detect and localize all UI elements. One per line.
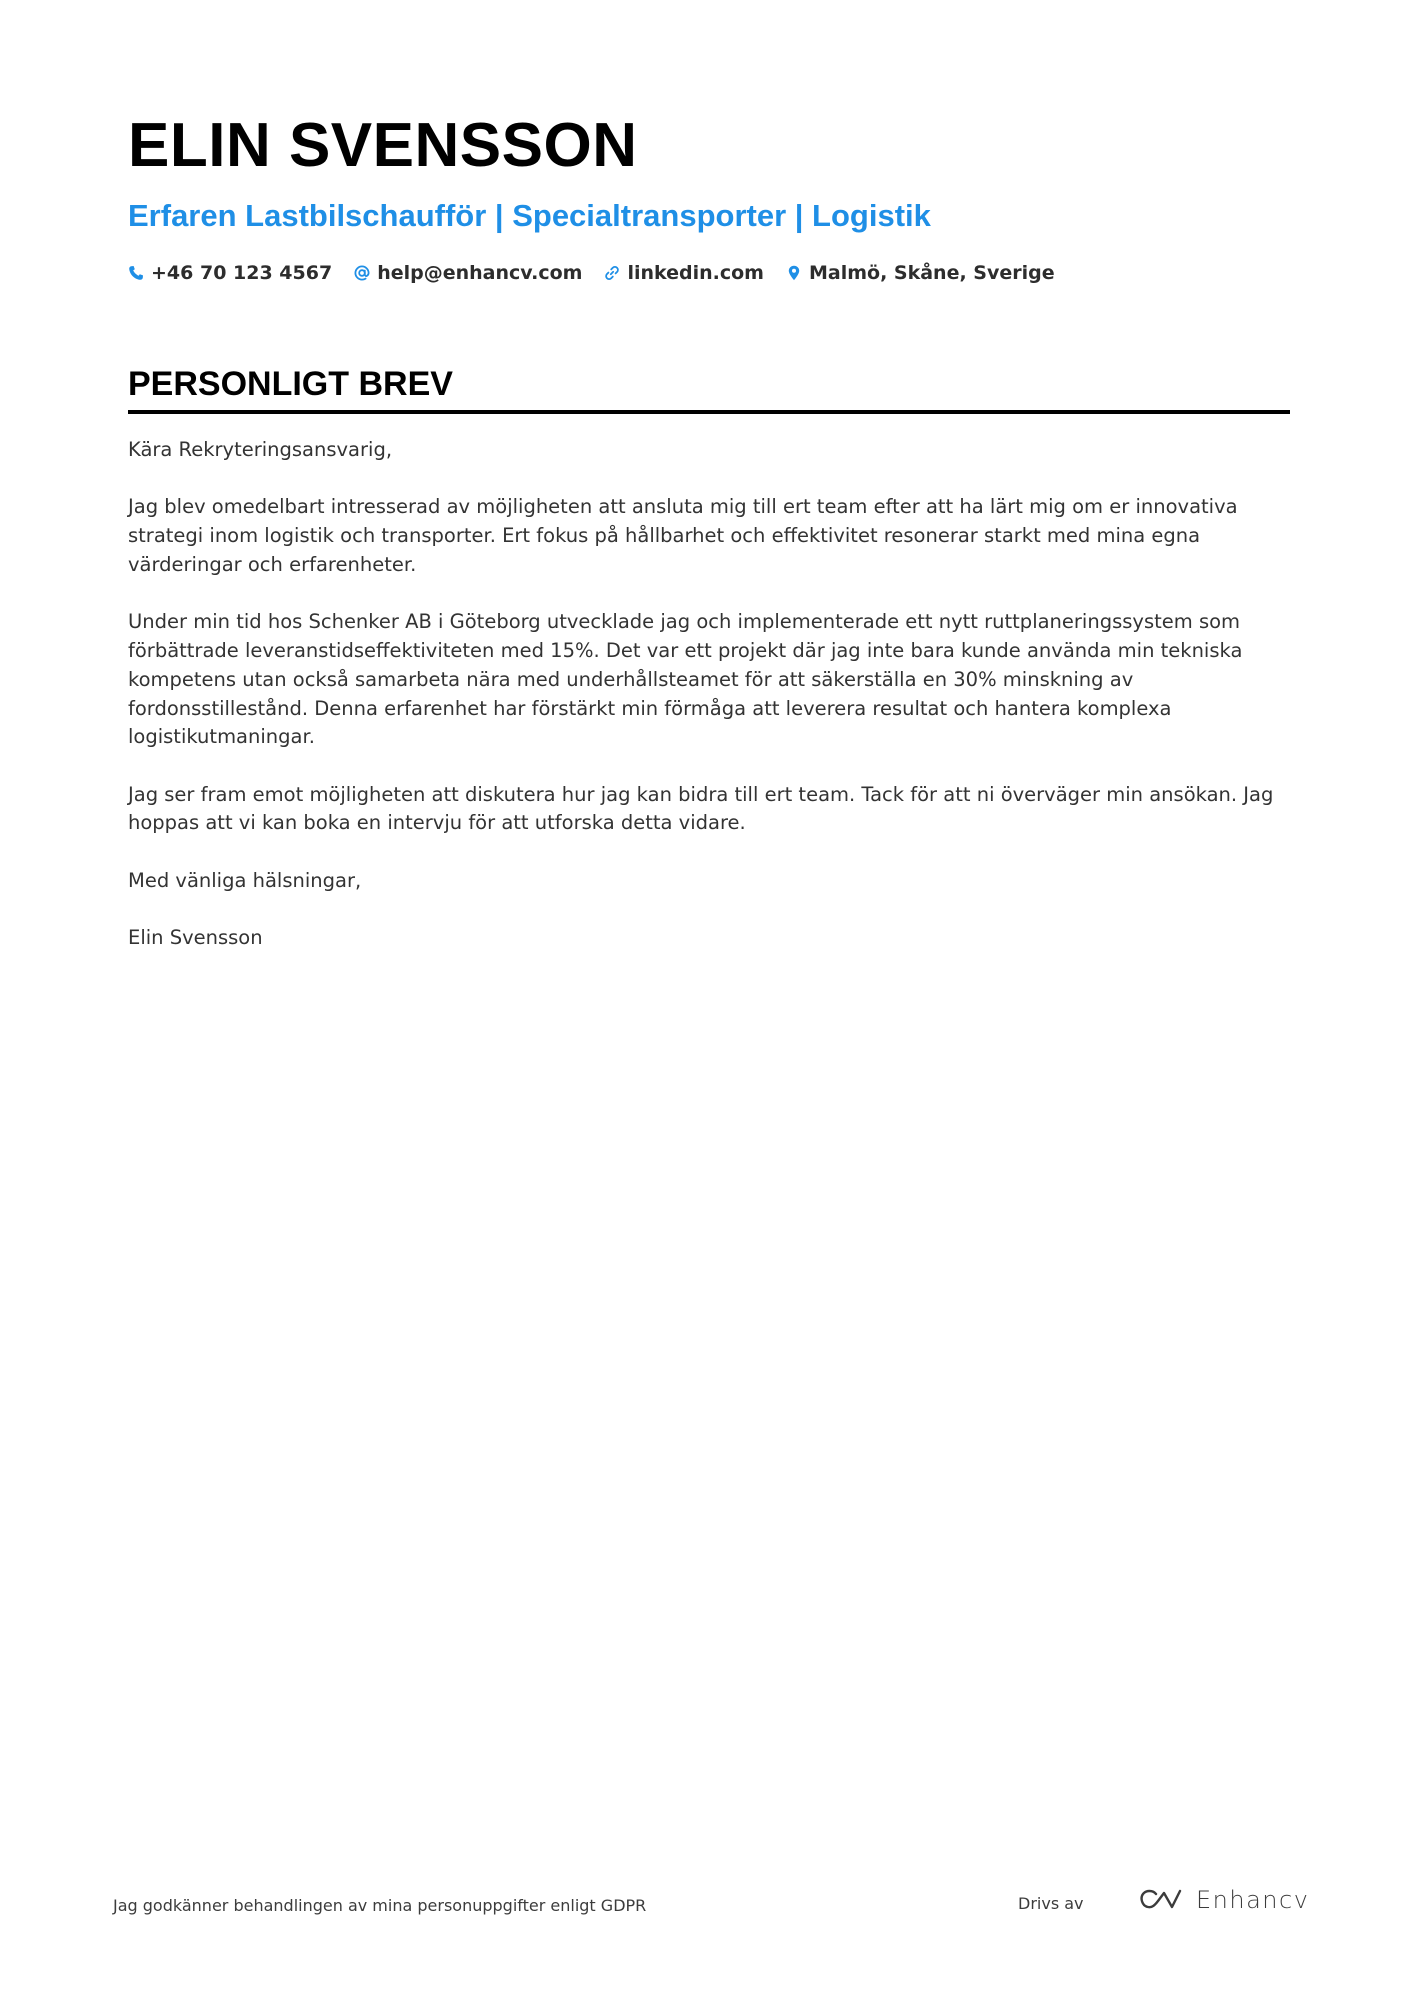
website-link: linkedin.com [627, 262, 764, 284]
at-icon [354, 265, 370, 281]
letter-closing: Med vänliga hälsningar, [128, 868, 362, 892]
letter-paragraph: Under min tid hos Schenker AB i Göteborg utvecklade jag och implementerade ett nytt ruttplaneringssystem som förbättrade leveranstidseffektiviteten med 15%. Det var ett projekt där jag inte bara kunde använda min tekniska kompetens utan också samarbeta nära med underhållsteamet för att säkerställa en 30% minskning av fordonsstillestånd. Denna erfarenhet har förstärkt min förmåga att leverera resultat och hantera komplexa logistikutmaningar. [128, 610, 1243, 749]
letter-section [128, 362, 1290, 981]
candidate-name: ELIN SVENSSON [128, 111, 638, 180]
header [128, 106, 1288, 284]
letter-paragraph: Jag blev omedelbart intresserad av möjligheten att ansluta mig till ert team efter att ha lärt mig om er innovativa strategi inom logistik och transporter. Ert fokus på hållbarhet och effektivitet resonerar starkt med mina egna värderingar och erfarenheter. [128, 495, 1238, 576]
letter-body [128, 436, 1290, 953]
contact-website[interactable] [604, 262, 764, 284]
contact-bar [128, 262, 1288, 284]
letter-signature: Elin Svensson [128, 926, 263, 950]
location-text: Malmö, Skåne, Sverige [808, 262, 1055, 284]
contact-location [786, 262, 1055, 284]
link-icon [604, 265, 620, 281]
map-pin-icon [786, 265, 802, 281]
contact-email[interactable] [354, 262, 582, 284]
email-address: help@enhancv.com [377, 262, 583, 284]
phone-number: +46 70 123 4567 [151, 262, 333, 284]
section-divider [128, 410, 1290, 414]
contact-phone[interactable] [128, 262, 332, 284]
letter-paragraph: Jag ser fram emot möjligheten att diskutera hur jag kan bidra till ert team. Tack för att ni överväger min ansökan. Jag hoppas att vi kan boka en intervju för att utforska detta vidare. [128, 782, 1274, 835]
footer [113, 1884, 1310, 1924]
section-title: PERSONLIGT BREV [128, 365, 453, 403]
letter-greeting: Kära Rekryteringsansvarig, [128, 438, 393, 461]
candidate-title: Erfaren Lastbilschaufför | Specialtransporter | Logistik [128, 198, 931, 233]
phone-icon [128, 265, 144, 281]
brand-logo[interactable] [1138, 1886, 1309, 1914]
gdpr-consent-text: Jag godkänner behandlingen av mina personuppgifter enligt GDPR [113, 1896, 647, 1915]
enhancv-logo-icon [1138, 1887, 1184, 1913]
brand-name: Enhancv [1196, 1886, 1310, 1914]
powered-by-label: Drivs av [1018, 1894, 1084, 1913]
